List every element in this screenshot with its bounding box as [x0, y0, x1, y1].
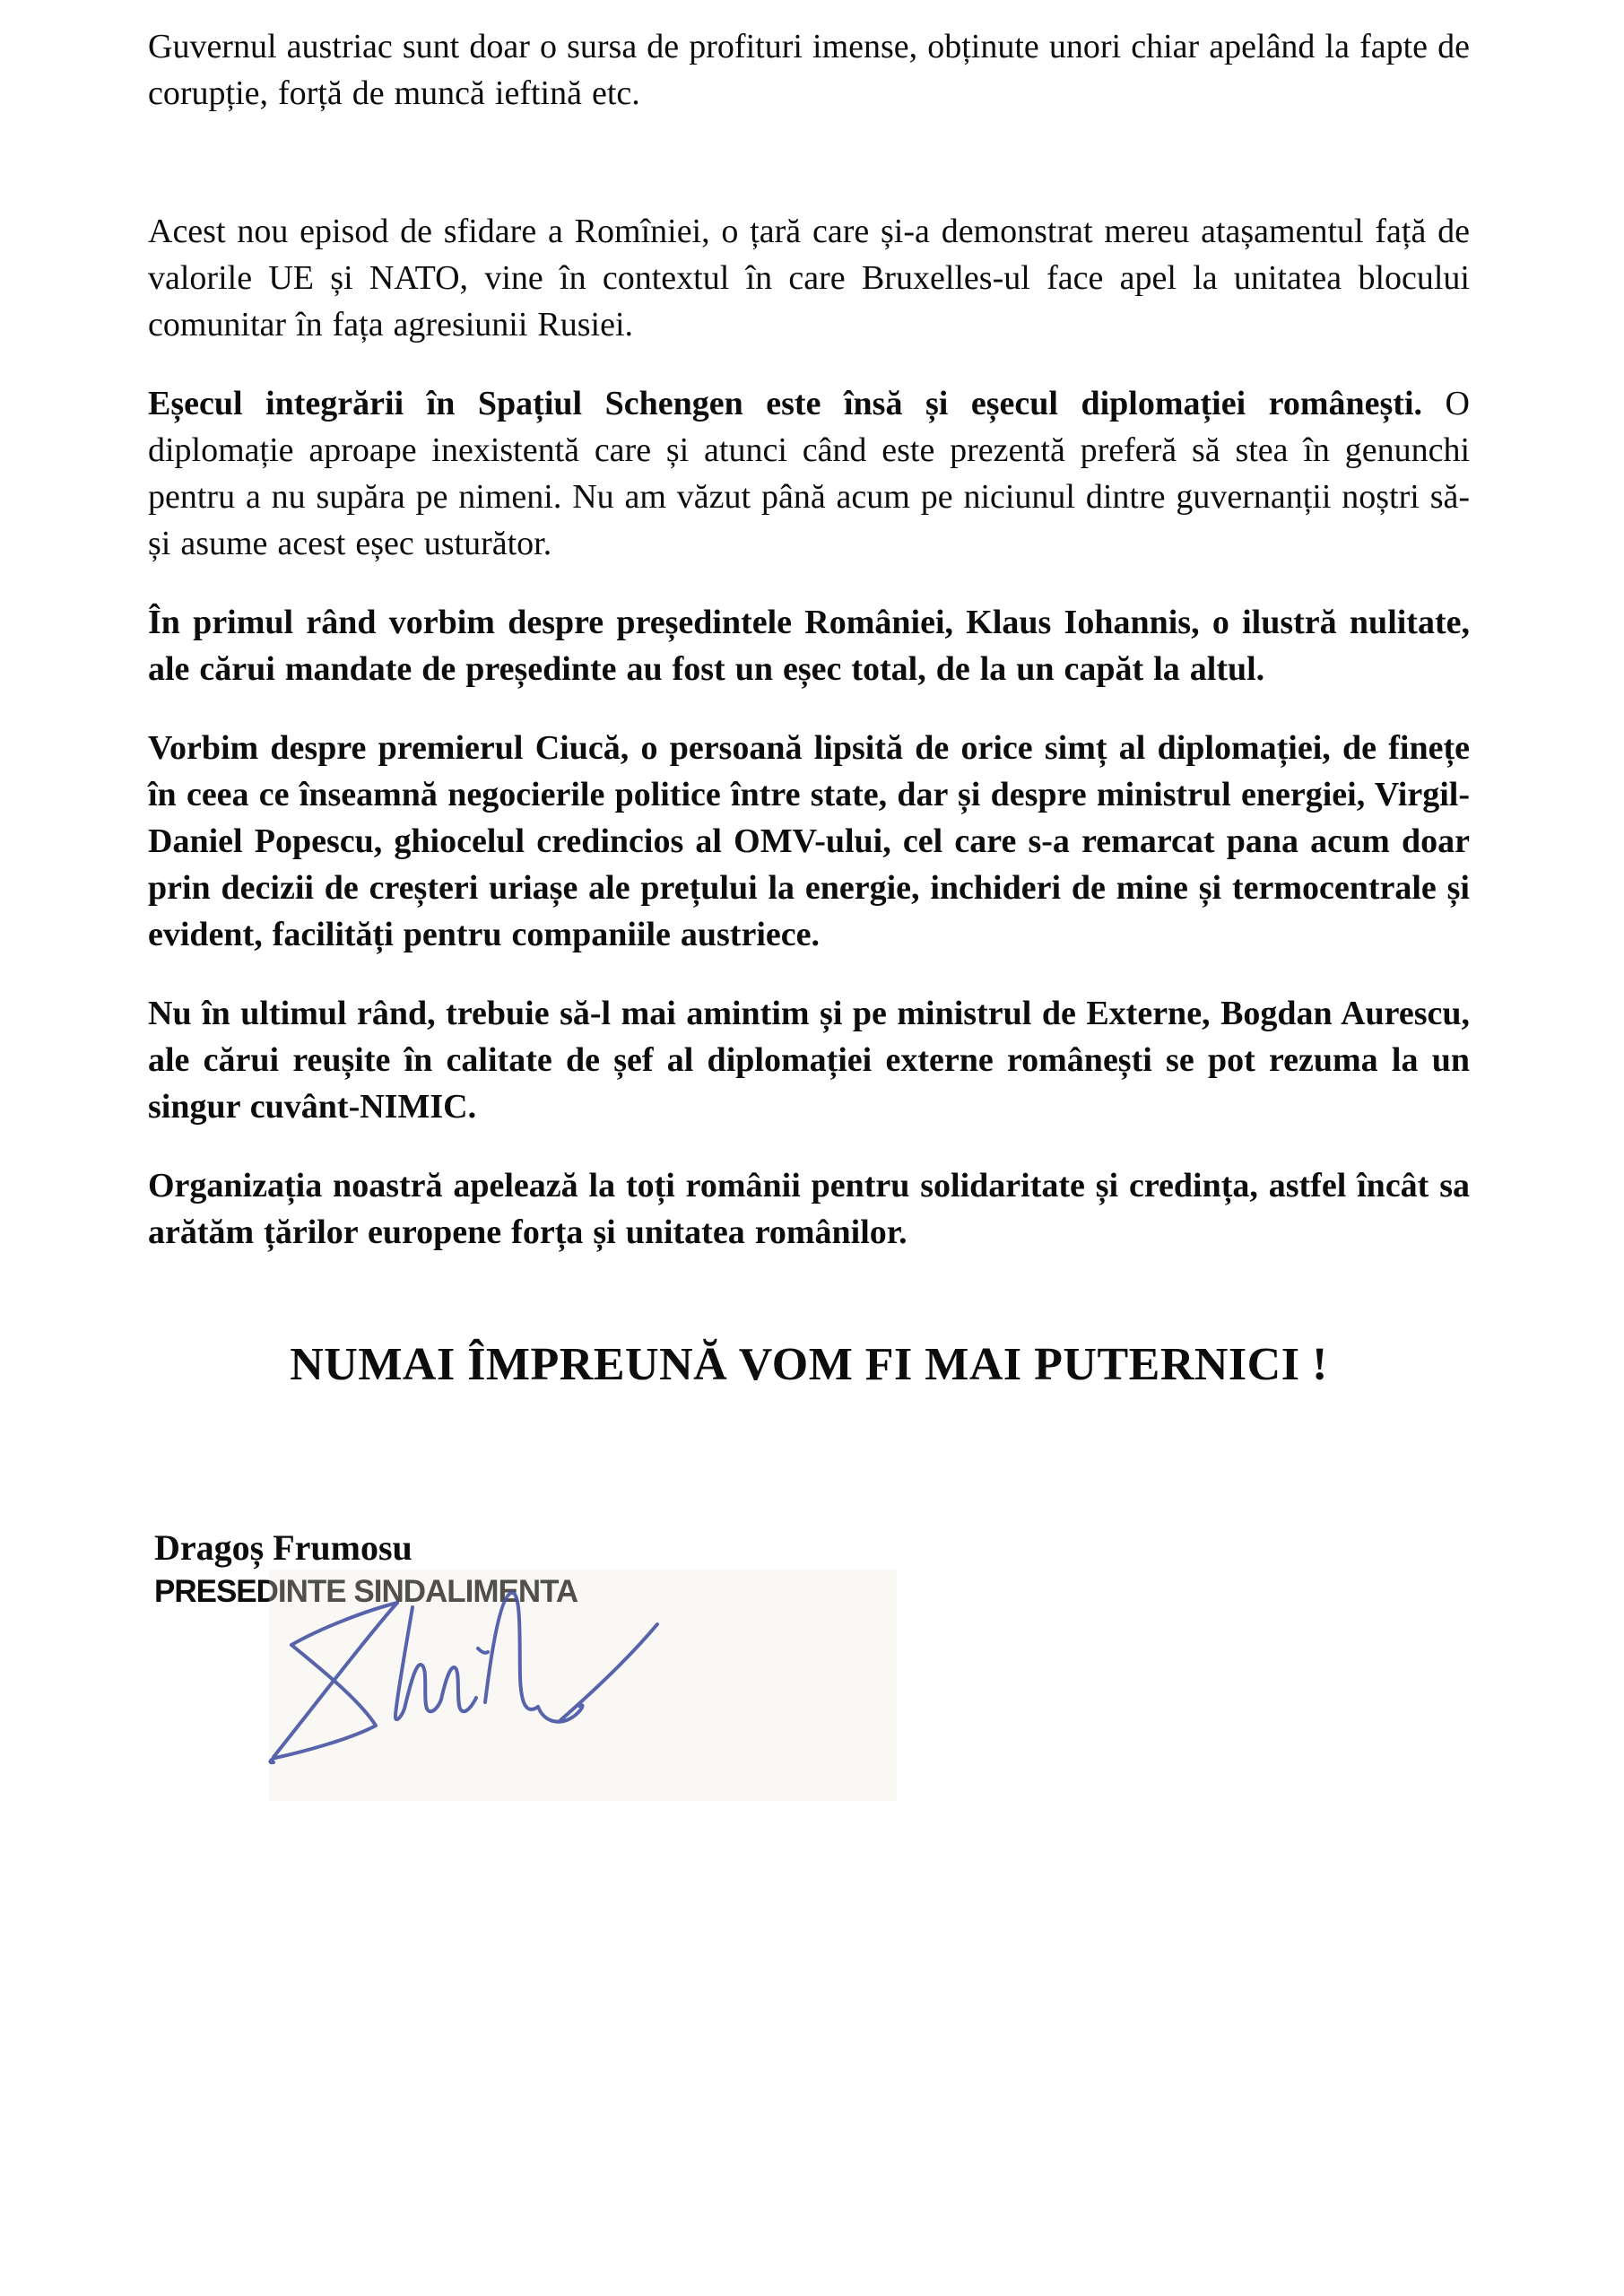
body-paragraph: Nu în ultimul rând, trebuie să-l mai amintim și pe ministrul de Externe, Bogdan Aurescu, ale cărui reușite în calitate de șef al diplomației externe românești se pot rezuma la un singur cuvânt-NIMIC.	[148, 995, 1470, 1126]
body-paragraph: În primul rând vorbim despre președintele României, Klaus Iohannis, o ilustră nulitate, ale cărui mandate de președinte au fost un eșec total, de la un capăt la altul.	[148, 604, 1470, 688]
letter-body	[148, 23, 1470, 1778]
signer-title: PRESEDINTE SINDALIMENTA	[154, 1574, 578, 1609]
signature-block	[148, 1526, 1470, 1778]
body-paragraph: Acest nou episod de sfidare a Romîniei, o țară care și-a demonstrat mereu atașamentul față de valorile UE și NATO, vine în contextul în care Bruxelles-ul face apel la unitatea blocului comunitar în fața agresiunii Rusiei.	[148, 213, 1470, 344]
handwritten-signature-icon	[265, 1573, 677, 1766]
body-paragraph: Vorbim despre premierul Ciucă, o persoană lipsită de orice simț al diplomației, de finețe în ceea ce înseamnă negocierile politice între state, dar și despre ministrul energiei, Virgil-Daniel Popescu, ghiocelul credincios al OMV-ului, cel care s-a remarcat pana acum doar prin decizii de creșteri uriașe ale prețului la energie, inchideri de mine și termocentrale și evident, facilități pentru companiile austriece.	[148, 729, 1470, 953]
body-paragraph	[148, 380, 1470, 567]
body-paragraph: Organizația noastră apelează la toți românii pentru solidaritate și credința, astfel încât sa arătăm țărilor europene forța și unitatea românilor.	[148, 1167, 1470, 1251]
body-paragraph: Guvernul austriac sunt doar o sursa de profituri imense, obținute unori chiar apelând la fapte de corupție, forță de muncă ieftină etc.	[148, 28, 1470, 112]
bold-lead-sentence: Eșecul integrării în Spațiul Schengen este însă și eșecul diplomației românești.	[148, 385, 1423, 422]
signer-name: Dragoș Frumosu	[154, 1527, 413, 1568]
paragraph-rest: O diplomație aproape inexistentă care și atunci când este prezentă preferă să stea în genunchi pentru a nu supăra pe nimeni. Nu am văzut până acum pe niciunul dintre guvernanții noștri să-și asume acest eșec usturător.	[148, 385, 1470, 562]
signature-strokes	[270, 1593, 657, 1762]
slogan-headline: NUMAI ÎMPREUNĂ VOM FI MAI PUTERNICI !	[290, 1339, 1328, 1390]
